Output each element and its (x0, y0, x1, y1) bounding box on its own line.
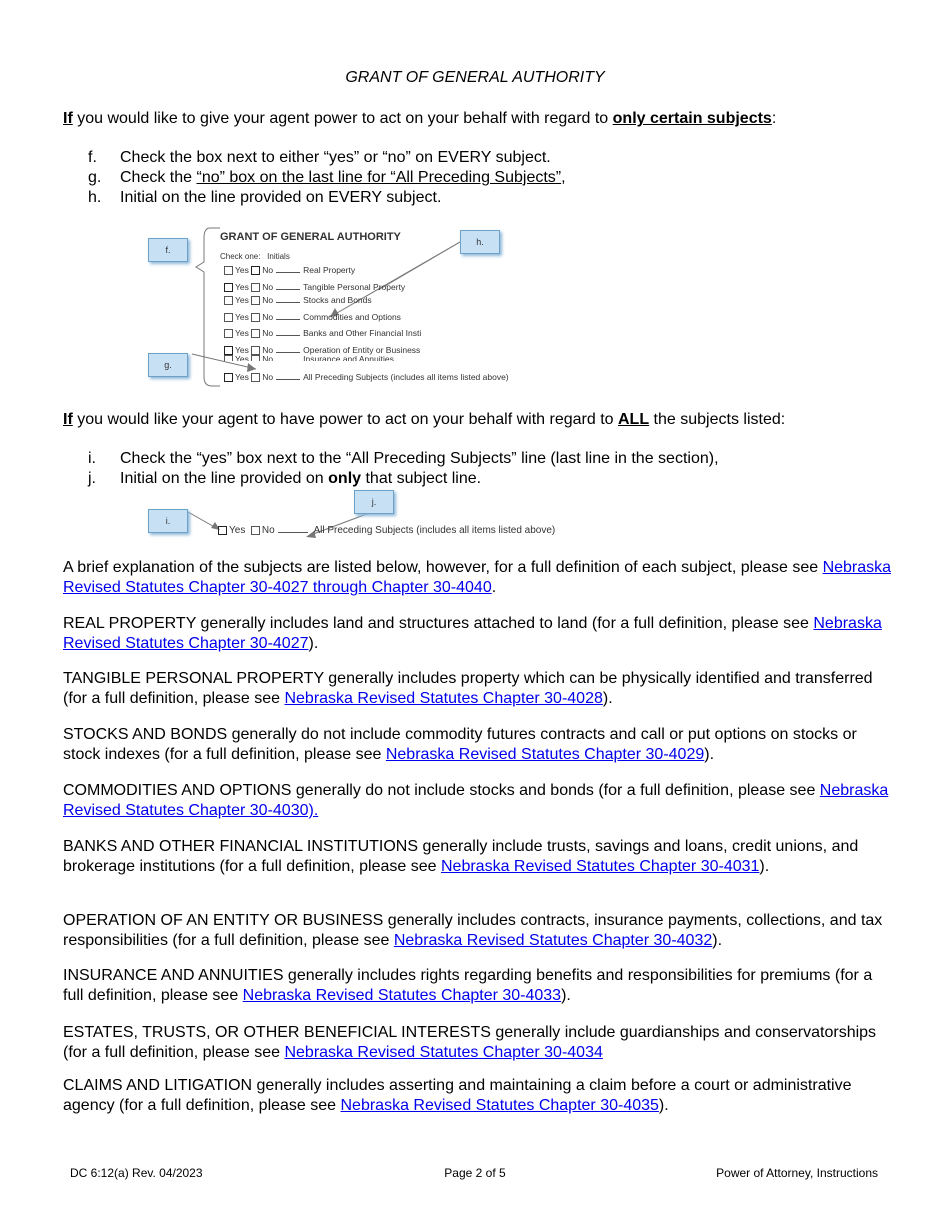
example-figure-all (140, 488, 580, 543)
explanation-end: . (491, 579, 497, 596)
no-checkbox (251, 266, 260, 275)
initials-line (276, 289, 300, 290)
callout-h-arrow-2 (330, 242, 460, 317)
figure-row (224, 372, 509, 382)
statute-link[interactable]: Nebraska Revised Statutes Chapter 30-4031 (441, 858, 760, 875)
list-text-pre: Check the (120, 169, 197, 186)
list-text: Check the box next to either “yes” or “no” on EVERY subject. (120, 149, 551, 166)
subject-text: INSURANCE AND ANNUITIES generally includes rights regarding benefits and responsibilities for premiums (for a full definition, please see (63, 967, 873, 1004)
yes-checkbox (224, 296, 233, 305)
row-label: Banks and Other Financial Insti (303, 328, 422, 338)
initials-line (276, 272, 300, 273)
yes-checkbox (224, 329, 233, 338)
intro-emphasis: only certain subjects (612, 110, 772, 127)
no-checkbox (251, 329, 260, 338)
subject-estates-trusts (63, 1023, 893, 1063)
example-figure-specific (140, 222, 530, 394)
yes-checkbox (224, 266, 233, 275)
list-text-post: that subject line. (361, 470, 482, 487)
row-label: Stocks and Bonds (303, 295, 372, 305)
statute-link[interactable]: Nebraska Revised Statutes Chapter 30-4033 (242, 987, 562, 1004)
yes-label: Yes (235, 354, 249, 361)
subject-end: ). (658, 1097, 669, 1114)
yes-label: Yes (235, 372, 249, 382)
no-label: No (262, 265, 274, 275)
intro-if: If (63, 110, 73, 127)
subject-text: CLAIMS AND LITIGATION generally includes asserting and maintaining a claim before a court or administrative agency (for a full definition, please see (63, 1077, 852, 1114)
no-checkbox (251, 373, 260, 382)
yes-checkbox (224, 373, 233, 382)
initials-line (278, 532, 308, 533)
statute-link[interactable]: Nebraska Revised Statutes Chapter 30-4029 (385, 746, 705, 763)
subject-end: ). (704, 746, 715, 763)
intro-emphasis: ALL (618, 411, 650, 428)
list-text: Initial on the line provided on EVERY subject. (120, 189, 442, 206)
list-text-bold: only (328, 470, 362, 487)
no-checkbox (251, 296, 260, 305)
intro-if: If (63, 411, 73, 428)
statute-link[interactable]: Nebraska Revised Statutes Chapter 30-4035 (340, 1097, 659, 1114)
statute-link-range[interactable]: Nebraska Revised Statutes Chapter 30-4027 through Chapter 30-4040 (63, 559, 892, 596)
figure-row (224, 282, 405, 292)
subject-stocks-and-bonds (63, 725, 893, 765)
yes-label: Yes (235, 328, 249, 338)
yes-checkbox (218, 526, 227, 535)
subject-commodities-and-options (63, 781, 893, 821)
list-item-f (88, 148, 566, 168)
list-marker: j. (88, 470, 96, 487)
yes-label: Yes (229, 525, 246, 536)
check-one-text: Check one: (220, 252, 261, 261)
list-item-g (88, 168, 566, 188)
yes-checkbox (224, 355, 233, 361)
no-label: No (262, 372, 274, 382)
page-title: GRANT OF GENERAL AUTHORITY (345, 69, 605, 86)
subject-end: ). (712, 932, 723, 949)
section1-intro (63, 109, 893, 129)
subject-end: ). (561, 987, 571, 1004)
list-marker: h. (88, 189, 102, 206)
intro-end: the subjects listed: (649, 411, 786, 428)
subject-end: ). (308, 635, 319, 652)
list-text-pre: Initial on the line provided on (120, 470, 329, 487)
footer-form-number: DC 6:12(a) Rev. 04/2023 (70, 1166, 203, 1180)
yes-label: Yes (235, 312, 249, 322)
subject-text: OPERATION OF AN ENTITY OR BUSINESS generally includes contracts, insurance payments, collections, and tax responsibilities (for a full definition, please see (63, 912, 883, 949)
initials-line (276, 352, 300, 353)
figure-row (224, 295, 372, 305)
row-label: All Preceding Subjects (includes all items listed above) (313, 525, 556, 536)
intro-text: you would like to give your agent power to act on your behalf with regard to (72, 110, 613, 127)
initials-line (276, 379, 300, 380)
subject-insurance-and-annuities (63, 966, 893, 1006)
statute-link[interactable]: Nebraska Revised Statutes Chapter 30-4034 (284, 1044, 603, 1061)
yes-label: Yes (235, 345, 249, 355)
section1-list (88, 148, 566, 208)
statute-link[interactable]: Nebraska Revised Statutes Chapter 30-4032 (393, 932, 713, 949)
subject-text: STOCKS AND BONDS generally do not include commodity futures contracts and call or put options on stocks or stock indexes (for a full definition, please see (63, 726, 857, 763)
subject-text: COMMODITIES AND OPTIONS generally do not include stocks and bonds (for a full definition, please see (63, 782, 820, 799)
list-text-underlined: “no” box on the last line for “All Preceding Subjects” (196, 169, 562, 186)
yes-label: Yes (235, 282, 249, 292)
initials-line (276, 302, 300, 303)
list-marker: g. (88, 169, 102, 186)
row-label: Operation of Entity or Business (303, 345, 421, 355)
row-label: Insurance and Annuities (303, 354, 394, 361)
yes-label: Yes (235, 295, 249, 305)
footer-document-title: Power of Attorney, Instructions (716, 1166, 878, 1180)
figure-row (224, 328, 421, 338)
figure-title: GRANT OF GENERAL AUTHORITY (220, 231, 401, 243)
list-text-post: , (561, 169, 566, 186)
yes-checkbox (224, 283, 233, 292)
subject-operation-of-entity (63, 911, 893, 951)
bracket (196, 228, 220, 386)
subject-claims-and-litigation (63, 1076, 893, 1116)
row-label: All Preceding Subjects (includes all items listed above) (303, 372, 509, 382)
subject-text: BANKS AND OTHER FINANCIAL INSTITUTIONS generally include trusts, savings and loans, credit unions, and brokerage institutions (for a full definition, please see (63, 838, 859, 875)
yes-label: Yes (235, 265, 249, 275)
list-marker: f. (88, 149, 97, 166)
no-label: No (261, 525, 275, 536)
row-label: Tangible Personal Property (303, 282, 406, 292)
subject-text: REAL PROPERTY generally includes land and structures attached to land (for a full definition, please see (63, 615, 814, 632)
callout-g: g. (148, 353, 188, 377)
initials-line (276, 335, 300, 336)
subject-end: ). (602, 690, 613, 707)
callout-h: h. (460, 230, 500, 254)
figure-row-clipped (224, 354, 394, 361)
statute-link[interactable]: Nebraska Revised Statutes Chapter 30-4030). (63, 782, 889, 819)
row-label: Commodities and Options (303, 312, 401, 322)
subject-end: ). (759, 858, 770, 875)
row-label: Real Property (303, 265, 356, 275)
no-checkbox (251, 526, 260, 535)
figure2-row (218, 525, 555, 536)
figure-row (224, 265, 355, 275)
arrowhead-g (247, 363, 256, 372)
intro-text: you would like your agent to have power to act on your behalf with regard to (72, 411, 618, 428)
yes-checkbox (224, 313, 233, 322)
subject-text: ESTATES, TRUSTS, OR OTHER BENEFICIAL INTERESTS generally include guardianships and conservatorships (for a full definition, please see (63, 1024, 877, 1061)
section2-list (88, 449, 719, 489)
explanation-text: A brief explanation of the subjects are listed below, however, for a full definition of each subject, please see (63, 559, 823, 576)
callout-j: j. (354, 490, 394, 514)
intro-end: : (771, 110, 777, 127)
subject-tangible-personal-property (63, 669, 893, 709)
initials-line (276, 319, 300, 320)
initials-text: Initials (267, 252, 290, 261)
no-label: No (262, 312, 274, 322)
statute-link[interactable]: Nebraska Revised Statutes Chapter 30-4027 (63, 615, 882, 652)
list-item-j (88, 469, 719, 489)
no-checkbox (251, 283, 260, 292)
callout-f: f. (148, 238, 188, 262)
figure-row (224, 312, 401, 322)
subject-banks (63, 837, 893, 877)
subject-text: TANGIBLE PERSONAL PROPERTY generally includes property which can be physically identified and transferred (for a full definition, please see (63, 670, 873, 707)
check-one-label (220, 252, 290, 261)
list-item-i (88, 449, 719, 469)
no-checkbox (251, 355, 260, 361)
list-item-h (88, 188, 566, 208)
callout-i: i. (148, 509, 188, 533)
list-text: Check the “yes” box next to the “All Preceding Subjects” line (last line in the section), (120, 450, 719, 467)
statute-link[interactable]: Nebraska Revised Statutes Chapter 30-4028 (284, 690, 603, 707)
no-label: No (262, 328, 274, 338)
subject-real-property (63, 614, 893, 654)
no-label: No (262, 282, 274, 292)
no-checkbox (251, 313, 260, 322)
explanation-paragraph (63, 558, 893, 598)
no-label: No (262, 295, 274, 305)
section2-intro (63, 410, 893, 430)
no-label: No (262, 354, 274, 361)
no-label: No (262, 345, 274, 355)
footer-page-number: Page 2 of 5 (444, 1166, 506, 1180)
list-marker: i. (88, 450, 96, 467)
